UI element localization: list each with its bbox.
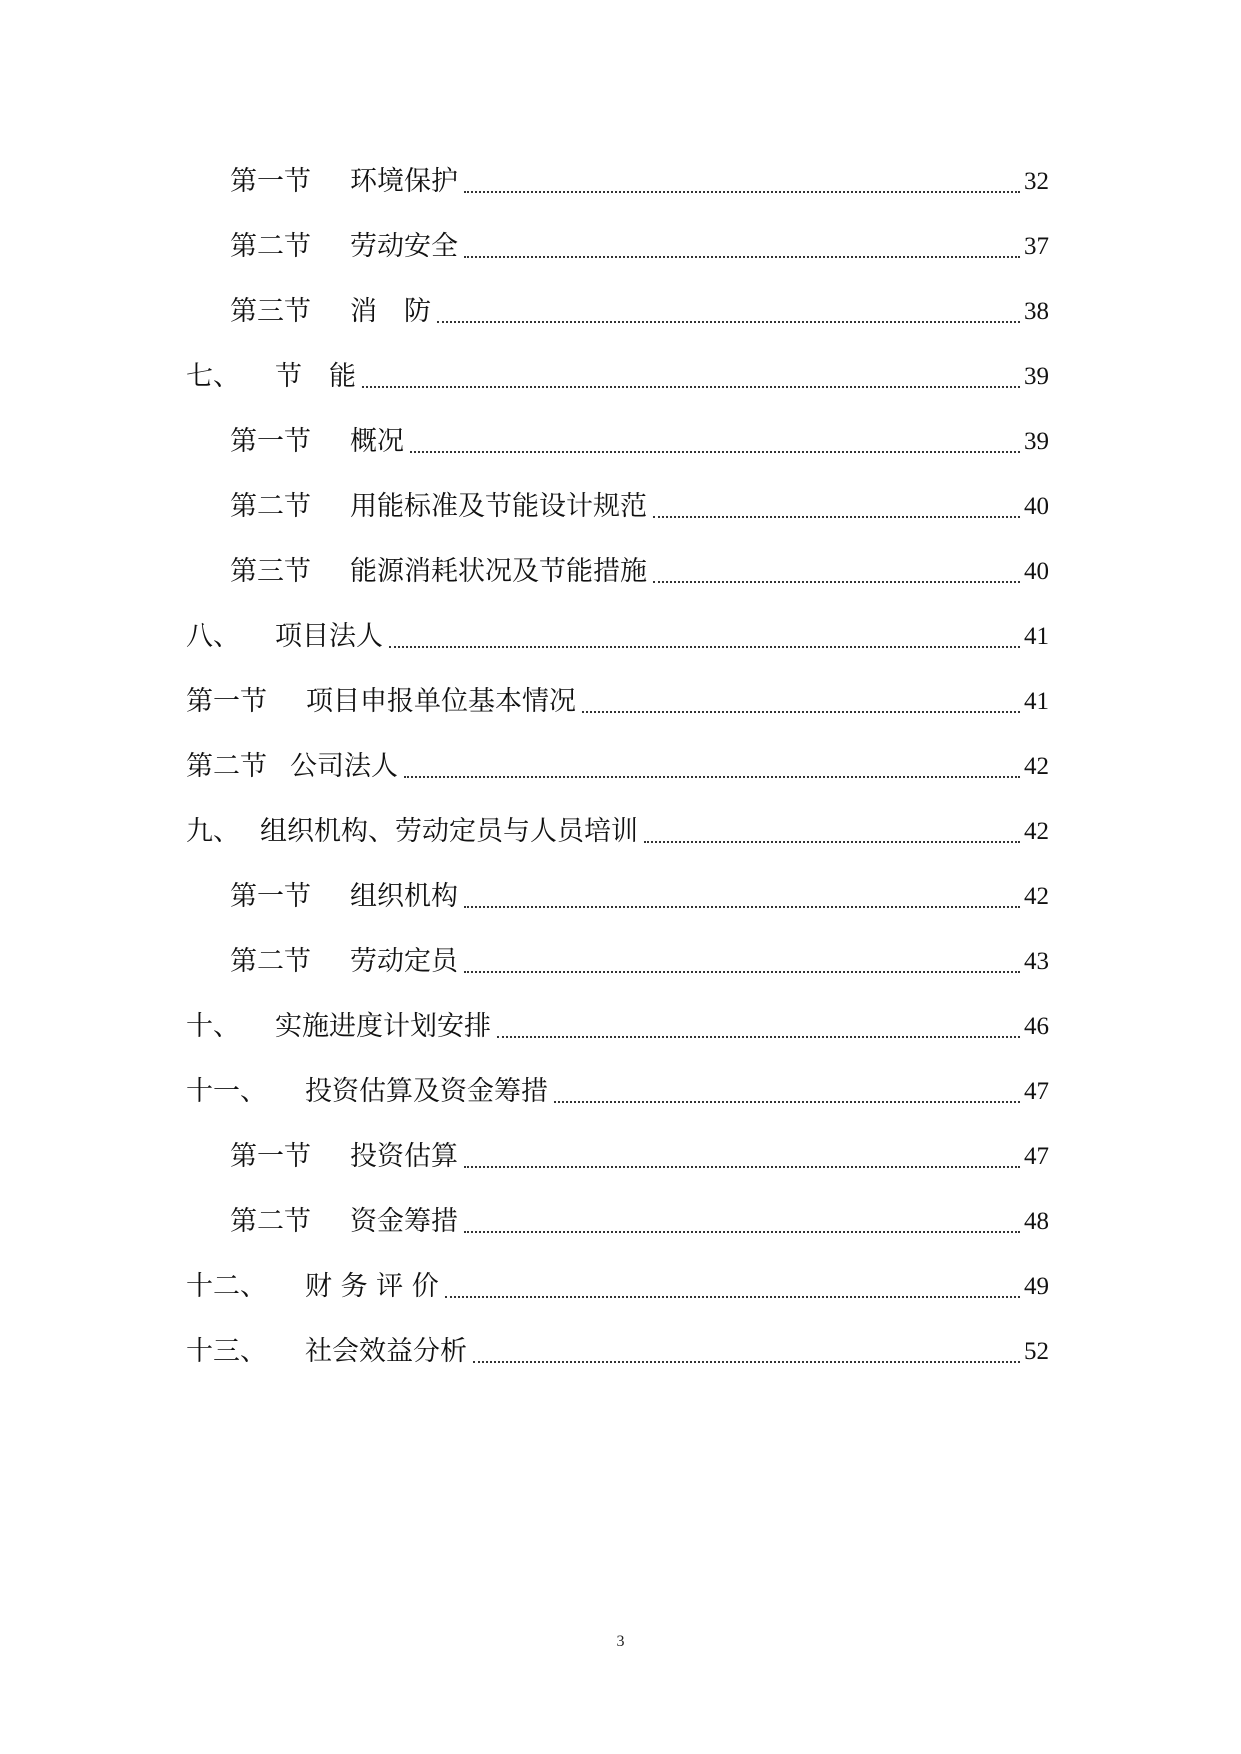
toc-entry-title: 资金筹措: [350, 1206, 458, 1237]
toc-entry[interactable]: [230, 1137, 1049, 1177]
toc-entry[interactable]: [186, 617, 1049, 657]
toc-entry-page: 42: [1024, 753, 1049, 780]
toc-entry-page: 40: [1024, 493, 1049, 520]
toc-entry-title: 概况: [350, 426, 404, 457]
toc-entry-label: [230, 942, 350, 982]
toc-entry-label: [230, 487, 350, 527]
toc-entry-page: 32: [1024, 168, 1049, 195]
toc-entry-title: 劳动安全: [350, 231, 458, 262]
page-number: 3: [616, 1633, 625, 1650]
dot-leader: [445, 1296, 1020, 1298]
toc-entry-title: 公司法人: [290, 751, 398, 782]
toc-entry-label: [186, 812, 260, 852]
toc-entry-number: 第二节: [230, 491, 311, 522]
dot-leader: [410, 451, 1020, 453]
toc-entry-title: 能源消耗状况及节能措施: [350, 556, 647, 587]
toc-entry[interactable]: [230, 877, 1049, 917]
toc-entry-page: 41: [1024, 688, 1049, 715]
toc-entry-number: 第一节: [230, 1141, 311, 1172]
toc-entry-title: 项目法人: [275, 621, 383, 652]
toc-entry-title: 组织机构: [350, 881, 458, 912]
toc-entry[interactable]: [230, 552, 1049, 592]
toc-entry-label: [230, 1202, 350, 1242]
toc-entry-label: [186, 1072, 305, 1112]
toc-entry-page: 39: [1024, 363, 1049, 390]
toc-entry-page: 52: [1024, 1338, 1049, 1365]
toc-entry[interactable]: [230, 942, 1049, 982]
dot-leader: [497, 1036, 1020, 1038]
toc-entry-number: 七、: [186, 361, 240, 392]
dot-leader: [464, 1166, 1020, 1168]
toc-entry-title: 实施进度计划安排: [275, 1011, 491, 1042]
dot-leader: [464, 256, 1020, 258]
dot-leader: [473, 1361, 1020, 1363]
toc-entry-number: 第一节: [230, 166, 311, 197]
toc-entry-title: 社会效益分析: [305, 1336, 467, 1367]
dot-leader: [389, 646, 1020, 648]
toc-entry-page: 42: [1024, 883, 1049, 910]
toc-entry-page: 46: [1024, 1013, 1049, 1040]
toc-entry-title: 财 务 评 价: [305, 1271, 439, 1302]
toc-entry-label: [186, 357, 275, 397]
toc-entry-label: [230, 552, 350, 592]
toc-entry-number: 十、: [186, 1011, 240, 1042]
toc-entry-number: 第二节: [186, 751, 267, 782]
toc-entry[interactable]: [186, 1332, 1049, 1372]
toc-entry-page: 43: [1024, 948, 1049, 975]
toc-entry-number: 第二节: [230, 1206, 311, 1237]
dot-leader: [554, 1101, 1020, 1103]
toc-entry-label: [186, 1007, 275, 1047]
toc-entry-title: 节 能: [275, 361, 356, 392]
toc-entry[interactable]: [230, 292, 1049, 332]
toc-entry-title: 项目申报单位基本情况: [306, 686, 576, 717]
toc-entry-page: 38: [1024, 298, 1049, 325]
toc-entry-title: 环境保护: [350, 166, 458, 197]
toc-entry-label: [186, 617, 275, 657]
toc-entry-label: [230, 877, 350, 917]
toc-entry-title: 组织机构、劳动定员与人员培训: [260, 816, 638, 847]
toc-entry-page: 41: [1024, 623, 1049, 650]
toc-entry-label: [230, 1137, 350, 1177]
toc-entry-page: 48: [1024, 1208, 1049, 1235]
dot-leader: [437, 321, 1020, 323]
toc-entry-title: 投资估算及资金筹措: [305, 1076, 548, 1107]
toc-entry-number: 十一、: [186, 1076, 267, 1107]
dot-leader: [464, 1231, 1020, 1233]
toc-entry[interactable]: [186, 1007, 1049, 1047]
dot-leader: [362, 386, 1020, 388]
toc-entry[interactable]: [186, 747, 1049, 787]
toc-entry-number: 第二节: [230, 946, 311, 977]
toc-entry-title: 用能标准及节能设计规范: [350, 491, 647, 522]
toc-entry[interactable]: [230, 162, 1049, 202]
toc-entry-number: 第一节: [186, 686, 267, 717]
toc-entry-number: 第一节: [230, 426, 311, 457]
toc-entry[interactable]: [230, 487, 1049, 527]
toc-entry-page: 40: [1024, 558, 1049, 585]
toc-entry-label: [230, 422, 350, 462]
toc-entry-page: 42: [1024, 818, 1049, 845]
toc-entry-number: 第二节: [230, 231, 311, 262]
toc-entry-number: 第一节: [230, 881, 311, 912]
dot-leader: [653, 581, 1020, 583]
toc-entry-label: [230, 292, 350, 332]
toc-entry-number: 十三、: [186, 1336, 267, 1367]
toc-entry[interactable]: [230, 227, 1049, 267]
dot-leader: [653, 516, 1020, 518]
toc-entry-title: 消 防: [350, 296, 431, 327]
toc-entry[interactable]: [186, 812, 1049, 852]
toc-entry-number: 十二、: [186, 1271, 267, 1302]
toc-entry-number: 第三节: [230, 556, 311, 587]
toc-entry-label: [186, 1267, 305, 1307]
toc-entry-page: 37: [1024, 233, 1049, 260]
toc-entry-number: 八、: [186, 621, 240, 652]
toc-entry-page: 39: [1024, 428, 1049, 455]
toc-entry-number: 九、: [186, 816, 240, 847]
dot-leader: [582, 711, 1020, 713]
toc-entry-title: 投资估算: [350, 1141, 458, 1172]
dot-leader: [464, 971, 1020, 973]
toc-entry-label: [186, 747, 290, 787]
toc-entry-label: [186, 1332, 305, 1372]
toc-entry[interactable]: [186, 682, 1049, 722]
dot-leader: [644, 841, 1020, 843]
toc-entry[interactable]: [230, 1202, 1049, 1242]
toc-entry-page: 47: [1024, 1078, 1049, 1105]
toc-entry[interactable]: [186, 1072, 1049, 1112]
dot-leader: [404, 776, 1020, 778]
toc-entry[interactable]: [186, 357, 1049, 397]
toc-entry-label: [230, 227, 350, 267]
toc-entry-page: 47: [1024, 1143, 1049, 1170]
toc-entry[interactable]: [186, 1267, 1049, 1307]
dot-leader: [464, 191, 1020, 193]
toc-entry[interactable]: [230, 422, 1049, 462]
toc-entry-number: 第三节: [230, 296, 311, 327]
toc-entry-label: [230, 162, 350, 202]
toc-entry-title: 劳动定员: [350, 946, 458, 977]
dot-leader: [464, 906, 1020, 908]
toc-entry-page: 49: [1024, 1273, 1049, 1300]
toc-entry-label: [186, 682, 306, 722]
